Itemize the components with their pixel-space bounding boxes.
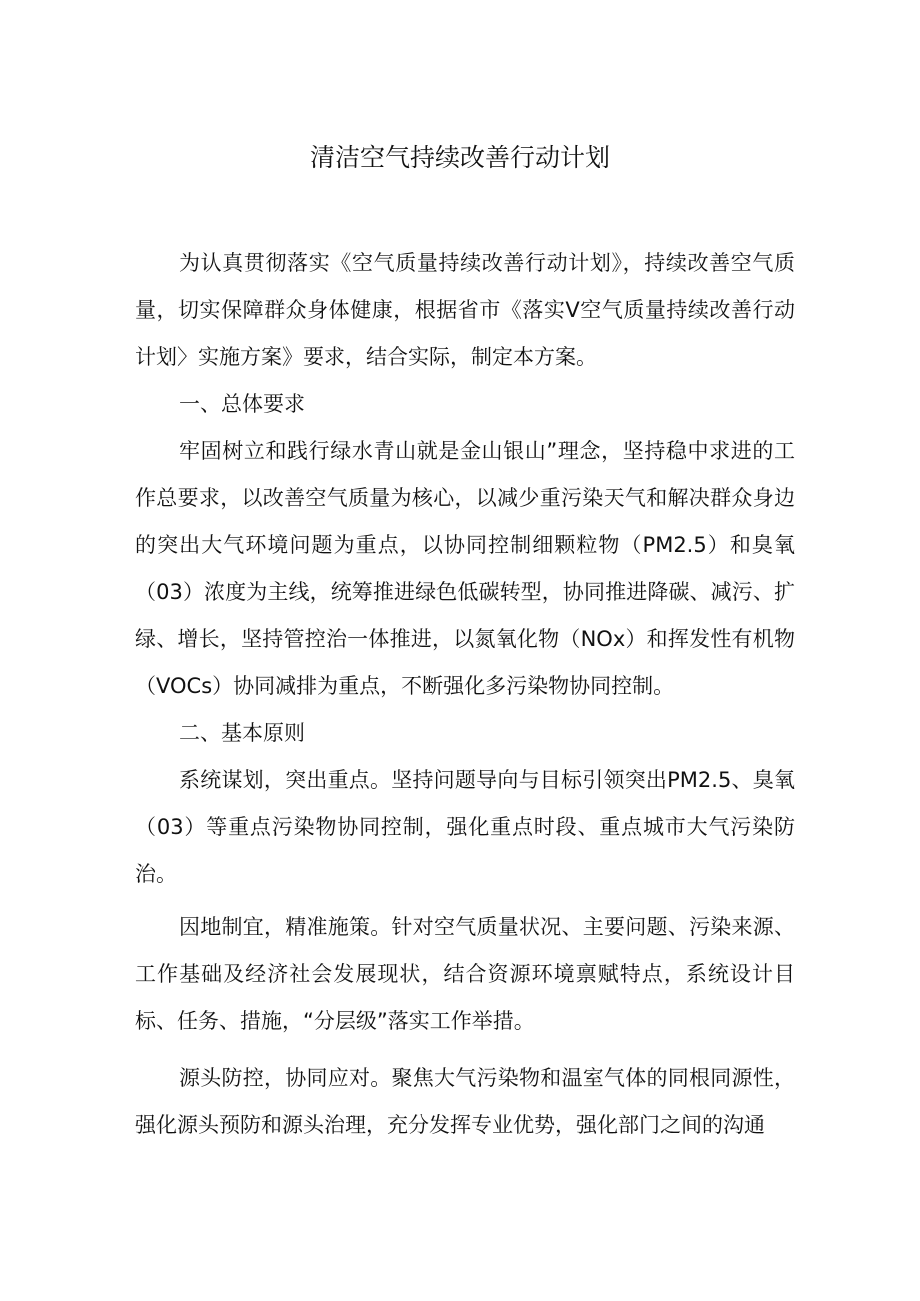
paragraph-principle-systematic: 系统谋划，突出重点。坚持问题导向与目标引领突出PM2.5、臭氧（03）等重点污染物协同控制，强化重点时段、重点城市大气污染防治。 <box>135 768 795 886</box>
paragraph-intro: 为认真贯彻落实《空气质量持续改善行动计划》，持续改善空气质量，切实保障群众身体健康，根据省市《落实V空气质量持续改善行动计划〉实施方案》要求，结合实际，制定本方案。 <box>135 251 795 369</box>
section-heading-general-requirements: 一、总体要求 <box>179 392 305 416</box>
paragraph-principle-local: 因地制宜，精准施策。针对空气质量状况、主要问题、污染来源、工作基础及经济社会发展现状，结合资源环境禀赋特点，系统设计目标、任务、措施，“分层级”落实工作举措。 <box>135 915 795 1033</box>
section-heading-basic-principles: 二、基本原则 <box>179 721 305 745</box>
document-body <box>135 240 795 1149</box>
paragraph-principle-source: 源头防控，协同应对。聚焦大气污染物和温室气体的同根同源性，强化源头预防和源头治理，充分发挥专业优势，强化部门之间的沟通 <box>135 1066 795 1137</box>
paragraph-general-requirements: 牢固树立和践行绿水青山就是金山银山”理念，坚持稳中求进的工作总要求，以改善空气质量为核心，以减少重污染天气和解决群众身边的突出大气环境问题为重点，以协同控制细颗粒物（PM2.5）和臭氧（03）浓度为主线，统筹推进绿色低碳转型，协同推进降碳、减污、扩绿、增长，坚持管控治一体推进，以氮氧化物（NOx）和挥发性有机物（VOCs）协同减排为重点，不断强化多污染物协同控制。 <box>135 439 795 698</box>
document-title: 清洁空气持续改善行动计划 <box>309 143 610 172</box>
